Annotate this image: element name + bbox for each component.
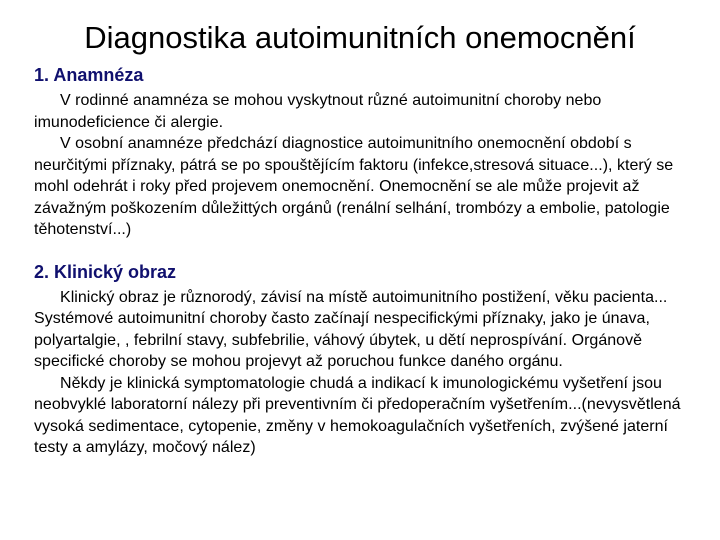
- section-anamneza: [34, 64, 694, 241]
- section-klinicky-obraz: [34, 261, 694, 459]
- slide-content: [34, 64, 694, 459]
- section-heading-klinicky-obraz: 2. Klinický obraz: [34, 261, 177, 282]
- paragraph-family-history: V rodinné anamnéza se mohou vyskytnout různé autoimunitní choroby nebo imunodeficience či alergie.: [34, 92, 602, 131]
- slide-title: Diagnostika autoimunitních onemocnění: [84, 20, 636, 55]
- section-heading-anamneza: 1. Anamnéza: [34, 65, 144, 85]
- paragraph-personal-history: V osobní anamnéze předchází diagnostice autoimunitního onemocnění období s neurčitými příznaky, pátrá se po spouštějícím faktoru (infekce,stresová situace...), který se mohl odehrát i roky před projevem onemocnění. Onemocnění se ale může projevit až závažným poškozením důležittých orgánů (renální selhání, trombózy a embolie, patologie těhotenství...): [34, 135, 674, 238]
- paragraph-laboratory-findings: Někdy je klinická symptomatologie chudá a indikací k imunologickému vyšetření jsou neobvyklé laboratorní nálezy při preventivním či předoperačním vyšetřením...(nevysvětlená vysoká sedimentace, cytopenie, změny v hemokoagulačních vyšetřeních, zvýšené jaterní testy a amylázy, močový nález): [34, 374, 681, 456]
- paragraph-clinical-picture: Klinický obraz je různorodý, závisí na místě autoimunitního postižení, věku pacienta... Systémové autoimunitní choroby často začínají nespecifickými příznaky, jako je únava, polyartalgie, , febrilní stavy, subfebrilie, váhový úbytek, u dětí neprospívání. Orgánově specifické choroby se mohou projevyt až poruchou funkce daného orgánu.: [34, 288, 668, 370]
